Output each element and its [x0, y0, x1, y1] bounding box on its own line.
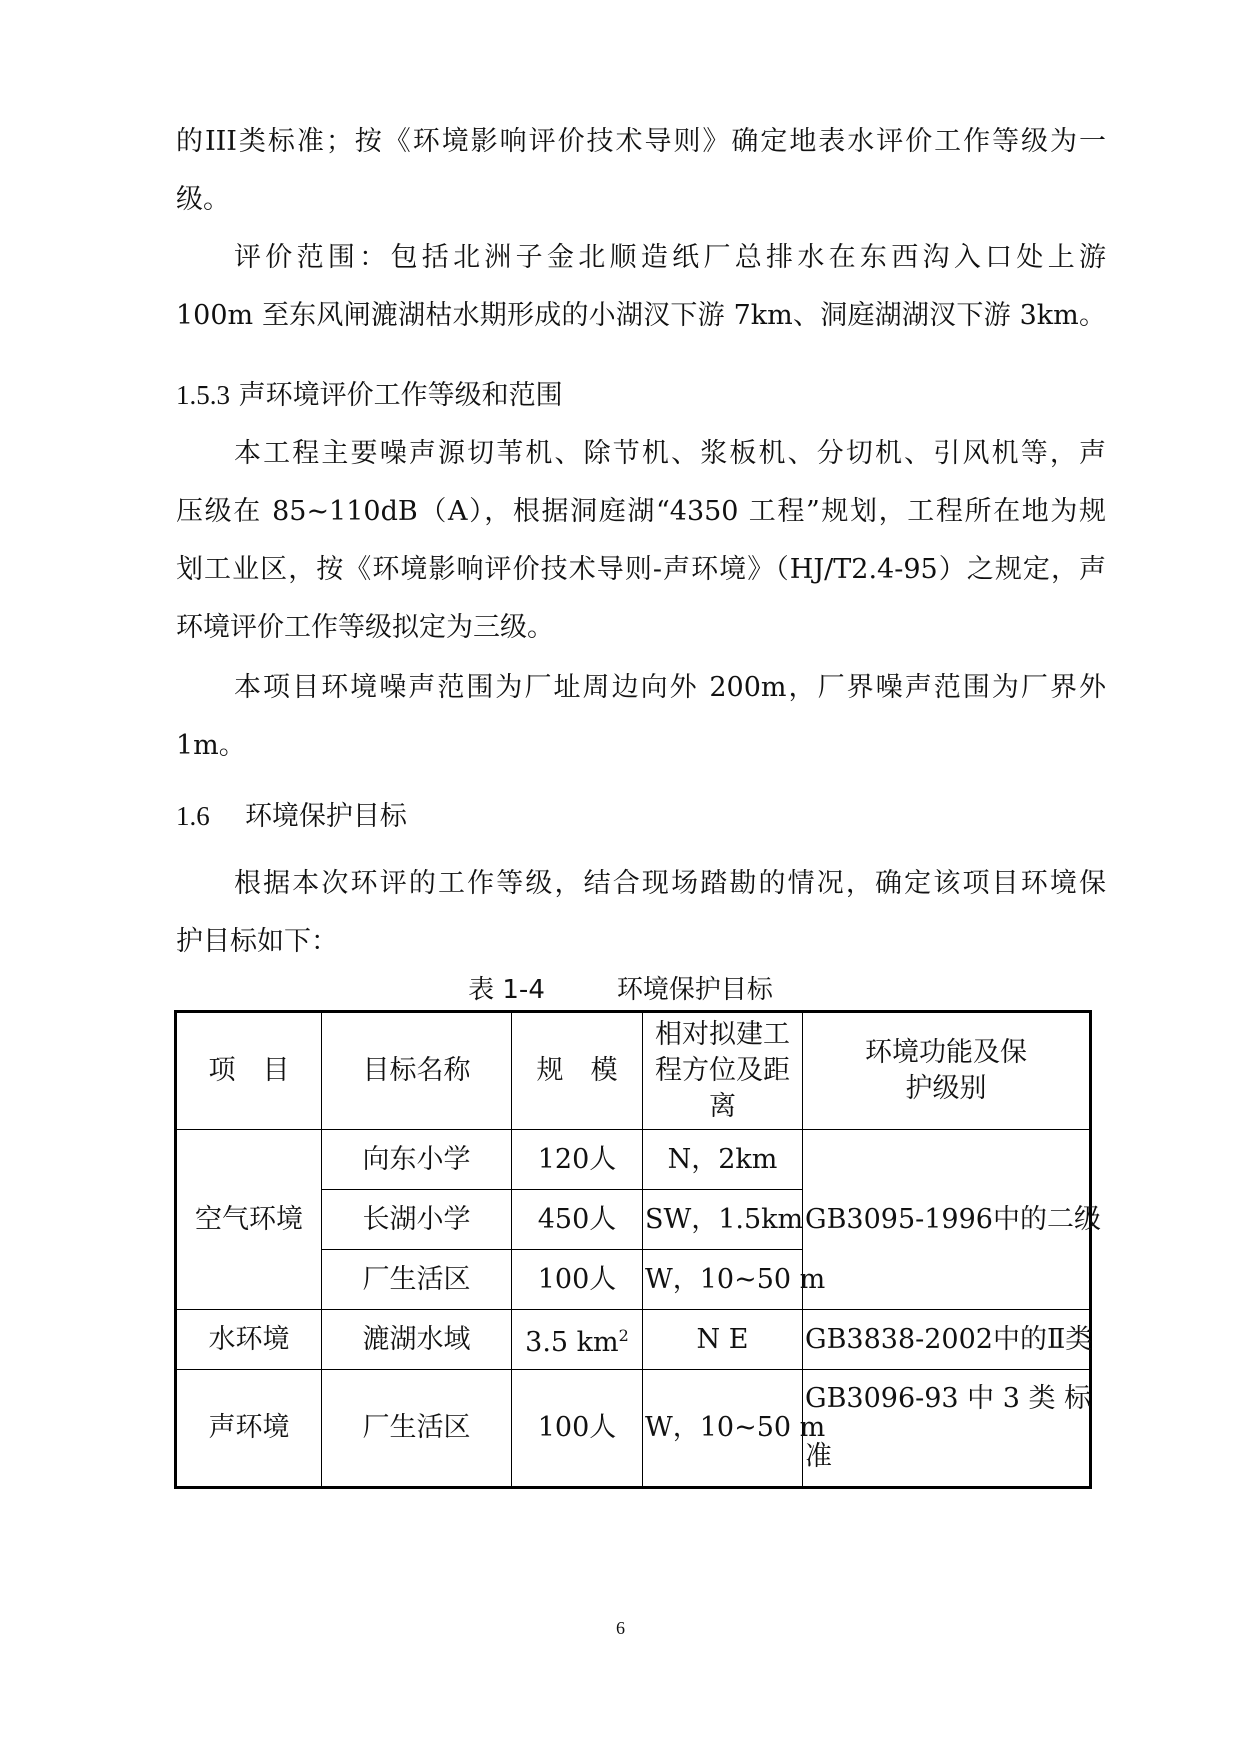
target-position: W，10~50 m: [643, 1370, 803, 1488]
table-row: [176, 1130, 1091, 1190]
header-position: 相对拟建工程方位及距离: [643, 1012, 803, 1130]
target-scale: 100人: [512, 1250, 643, 1310]
target-name: 厂生活区: [322, 1250, 512, 1310]
section-title: 声环境评价工作等级和范围: [238, 380, 563, 411]
text-line: 的III类标准；按《环境影响评价技术导则》确定地表水评价工作等级为一: [176, 126, 1106, 157]
standard-noise: [803, 1370, 1091, 1488]
section-heading-1-5-3: [176, 375, 563, 416]
table-row: [176, 1310, 1091, 1370]
text-line: 护目标如下：: [176, 926, 338, 957]
category-air: 空气环境: [176, 1130, 322, 1310]
section-title: 环境保护目标: [244, 801, 407, 832]
paragraph-evaluation-scope: [176, 229, 1106, 345]
text-line: 划工业区，按《环境影响评价技术导则-声环境》（HJ/T2.4-95）之规定，声: [176, 554, 1106, 585]
text-line: 1m。: [176, 730, 246, 761]
category-water: 水环境: [176, 1310, 322, 1370]
target-name: 向东小学: [322, 1130, 512, 1190]
header-item: 项 目: [176, 1012, 322, 1130]
target-name: 漉湖水域: [322, 1310, 512, 1370]
section-number: 1.6: [176, 801, 210, 831]
text-line: 评价范围：包括北洲子金北顺造纸厂总排水在东西沟入口处上游: [234, 242, 1106, 273]
page-number: 6: [616, 1618, 625, 1638]
paragraph-protection-intro: [176, 855, 1106, 971]
target-position: W，10~50 m: [643, 1250, 803, 1310]
table-header-row: [176, 1012, 1091, 1130]
header-standard: 环境功能及保护级别: [803, 1012, 1091, 1130]
paragraph-surface-water-level: [176, 113, 1106, 229]
environmental-protection-table: [174, 1010, 1101, 1489]
paragraph-noise-range: [176, 659, 1106, 775]
standard-water: GB3838-2002中的Ⅱ类: [803, 1310, 1091, 1370]
standard-air: GB3095-1996中的二级: [803, 1130, 1091, 1310]
section-number: 1.5.3: [176, 380, 230, 410]
header-scale: 规 模: [512, 1012, 643, 1130]
target-scale: 120人: [512, 1130, 643, 1190]
table-title: 环境保护目标: [616, 975, 773, 1005]
table-caption: [0, 970, 1241, 1010]
text-line: 本工程主要噪声源切苇机、除节机、浆板机、分切机、引风机等，声: [234, 438, 1106, 469]
table-label: 表 1-4: [468, 975, 545, 1005]
target-position: SW，1.5km: [643, 1190, 803, 1250]
target-name: 厂生活区: [322, 1370, 512, 1488]
target-name: 长湖小学: [322, 1190, 512, 1250]
target-position: N，2km: [643, 1130, 803, 1190]
scale-superscript: 2: [618, 1326, 629, 1345]
header-target-name: 目标名称: [322, 1012, 512, 1130]
text-line: 压级在 85~110dB（A），根据洞庭湖“4350 工程”规划，工程所在地为规: [176, 496, 1106, 527]
target-position: N E: [643, 1310, 803, 1370]
paragraph-noise-sources: [176, 425, 1106, 657]
target-scale: 100人: [512, 1370, 643, 1488]
standard-line: 准: [805, 1441, 832, 1472]
text-line: 根据本次环评的工作等级，结合现场踏勘的情况，确定该项目环境保: [234, 868, 1106, 899]
text-line: 环境评价工作等级拟定为三级。: [176, 612, 554, 643]
text-line: 级。: [176, 184, 230, 215]
category-noise: 声环境: [176, 1370, 322, 1488]
text-line: 本项目环境噪声范围为厂址周边向外 200m，厂界噪声范围为厂界外: [234, 672, 1106, 703]
standard-line: GB3096-93 中 3 类 标: [805, 1383, 1092, 1414]
target-scale: 450人: [512, 1190, 643, 1250]
section-heading-1-6: [176, 796, 407, 837]
target-scale: [512, 1310, 643, 1370]
text-line: 100m 至东风闸漉湖枯水期形成的小湖汊下游 7km、洞庭湖湖汊下游 3km。: [176, 300, 1106, 331]
scale-value: 3.5 km: [525, 1327, 619, 1358]
table-row: [176, 1370, 1091, 1488]
